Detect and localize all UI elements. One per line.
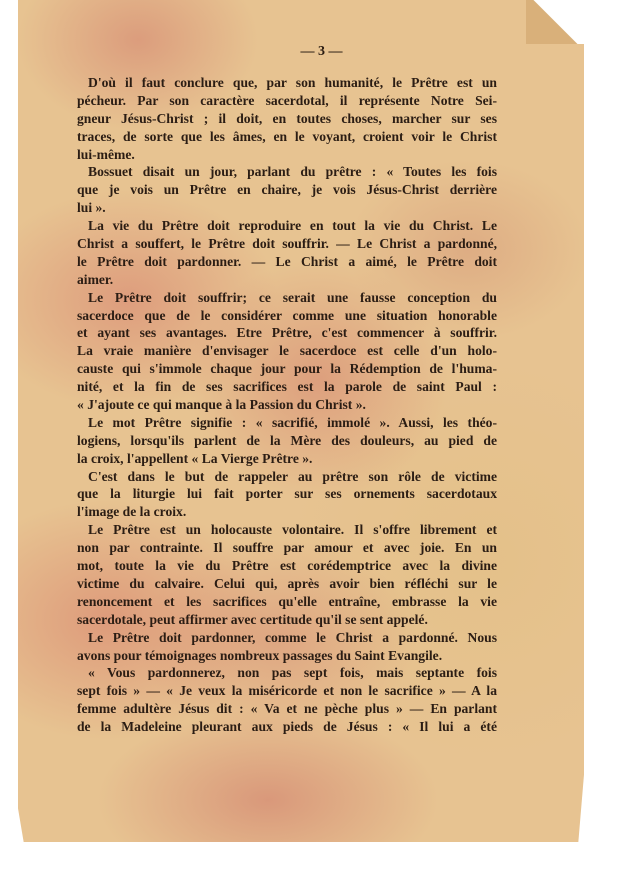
paragraph xyxy=(77,217,497,289)
text-line: pécheur. Par son caractère sacerdotal, il représente Notre Sei- xyxy=(77,92,497,108)
paragraph xyxy=(77,414,497,468)
text-line: « Vous pardonnerez, non pas sept fois, mais septante fois xyxy=(88,665,497,681)
text-line: que la liturgie lui fait porter sur ses ornements sacerdotaux xyxy=(77,486,497,502)
text-line: de la Madeleine pleurant aux pieds de Jésus : « Il lui a été xyxy=(77,719,497,735)
text-line: femme adultère Jésus dit : « Va et ne pèche plus » — En parlant xyxy=(77,701,497,717)
text-line: le Prêtre doit pardonner. — Le Christ a aimé, le Prêtre doit xyxy=(77,253,497,269)
text-line: et ayant ses avantages. Etre Prêtre, c'est commencer à souffrir. xyxy=(77,325,497,341)
text-line: non par contrainte. Il souffre par amour et avec joie. En un xyxy=(77,540,497,556)
paragraph xyxy=(77,664,497,736)
paragraph xyxy=(77,289,497,414)
text-line: Le Prêtre doit pardonner, comme le Christ a pardonné. Nous xyxy=(88,629,497,645)
text-line: que je vois un Prêtre en chaire, je vois Jésus-Christ derrière xyxy=(77,182,497,198)
text-line: « J'ajoute ce qui manque à la Passion du Christ ». xyxy=(77,397,366,413)
text-line: sept fois » — « Je veux la miséricorde et non le sacrifice » — A la xyxy=(77,683,497,699)
text-line: l'image de la croix. xyxy=(77,504,187,520)
paragraph xyxy=(77,521,497,628)
text-line: logiens, lorsqu'ils parlent de la Mère des douleurs, au pied de xyxy=(77,432,497,448)
text-line: Christ a souffert, le Prêtre doit souffrir. — Le Christ a pardonné, xyxy=(77,236,497,252)
text-line: gneur Jésus-Christ ; il doit, en toutes choses, marcher sur ses xyxy=(77,110,497,126)
text-line: mot, toute la vie du Prêtre est corédemptrice avec la divine xyxy=(77,558,497,574)
text-line: La vie du Prêtre doit reproduire en tout la vie du Christ. Le xyxy=(88,218,497,234)
text-line: la croix, l'appellent « La Vierge Prêtre ». xyxy=(77,450,313,466)
text-line: victime du calvaire. Celui qui, après avoir bien réfléchi sur le xyxy=(77,575,497,591)
text-line: renoncement et les sacrifices qu'elle entraîne, embrasse la vie xyxy=(77,593,497,609)
text-line: D'où il faut conclure que, par son humanité, le Prêtre est un xyxy=(88,75,497,90)
text-line: Le Prêtre doit souffrir; ce serait une fausse conception du xyxy=(88,289,497,305)
text-line: Le mot Prêtre signifie : « sacrifié, immolé ». Aussi, les théo- xyxy=(88,414,497,430)
text-line: lui ». xyxy=(77,200,106,216)
text-line: sacerdoce que de le considérer comme une situation honorable xyxy=(77,307,497,323)
text-line: C'est dans le but de rappeler au prêtre son rôle de victime xyxy=(88,468,497,484)
text-line: traces, de sorte que les âmes, en le voyant, croient voir le Christ xyxy=(77,128,497,144)
text-line: sacerdotale, peut affirmer avec certitude qu'il se sent appelé. xyxy=(77,611,428,627)
text-line: La vraie manière d'envisager le sacerdoce est celle d'un holo- xyxy=(77,343,497,359)
text-line: Le Prêtre est un holocauste volontaire. Il s'offre librement et xyxy=(88,522,497,538)
text-line: causte qui s'immole chaque jour pour la Rédemption de l'huma- xyxy=(77,361,497,377)
paragraph xyxy=(77,74,497,163)
text-line: aimer. xyxy=(77,271,114,287)
text-line: nité, et la fin de ses sacrifices est la parole de saint Paul : xyxy=(77,379,497,395)
text-line: lui-même. xyxy=(77,146,135,162)
paragraph xyxy=(77,629,497,665)
page-number: — 3 — xyxy=(300,44,343,59)
text-line: Bossuet disait un jour, parlant du prêtre : « Toutes les fois xyxy=(88,164,497,180)
paragraph xyxy=(77,468,497,522)
body-text xyxy=(77,74,497,736)
folded-corner xyxy=(526,0,586,44)
text-line: avons pour témoignages nombreux passages du Saint Evangile. xyxy=(77,647,443,663)
paragraph xyxy=(77,163,497,217)
